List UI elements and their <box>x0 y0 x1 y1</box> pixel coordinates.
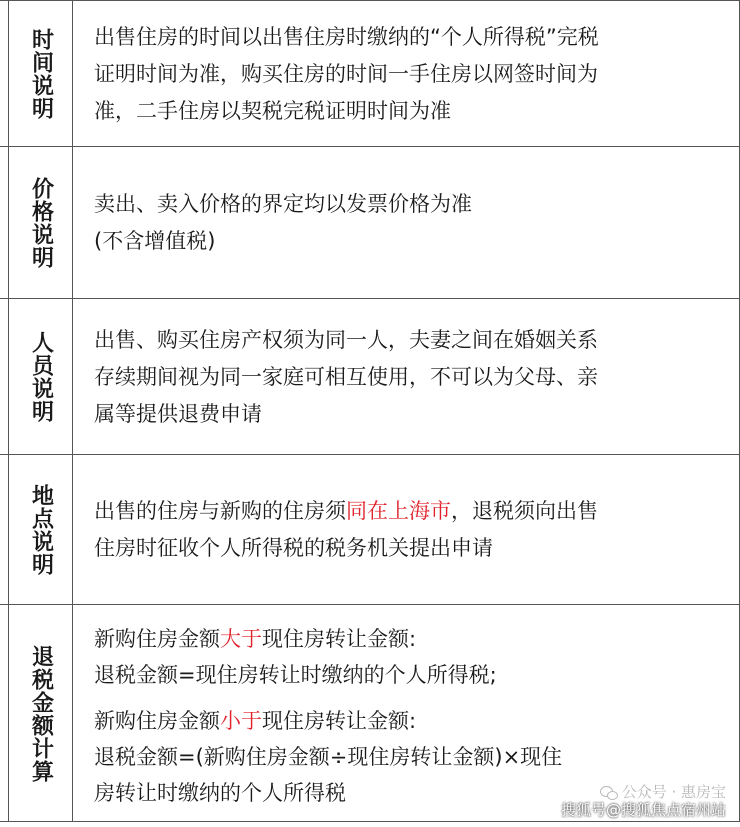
highlight-text: 小于 <box>220 709 262 733</box>
row-heading-cell <box>8 147 73 299</box>
row-price <box>0 146 740 299</box>
row-time <box>0 0 740 147</box>
row-heading-person: 人员说明 <box>28 331 54 423</box>
case-condition <box>94 703 721 739</box>
content-line: (不含增值税) <box>94 229 216 253</box>
row-heading-refund-calc: 退税金额计算 <box>28 644 54 783</box>
content-line: 出售住房的时间以出售住房时缴纳的“个人所得税”完税 <box>94 24 599 49</box>
row-heading-time: 时间说明 <box>28 28 54 120</box>
highlight-text: 同在上海市 <box>346 499 451 523</box>
row-heading-cell <box>8 1 73 147</box>
content-line <box>94 493 721 530</box>
content-line: 出售、购买住房产权须为同一人，夫妻之间在婚姻关系 <box>94 327 598 352</box>
content-line: 证明时间为准，购买住房的时间一手住房以网签时间为 <box>94 61 598 86</box>
row-person <box>0 298 740 455</box>
spacer <box>94 693 721 703</box>
case-formula: 退税金额=现住房转让时缴纳的个人所得税; <box>94 663 497 687</box>
watermark-account <box>561 783 726 801</box>
text-segment: 现住房转让金额: <box>262 709 417 733</box>
case-formula: 退税金额=(新购住房金额÷现住房转让金额)×现住 <box>94 745 563 769</box>
row-content-time <box>72 1 740 147</box>
row-heading-cell <box>8 299 73 455</box>
case-condition <box>94 621 721 657</box>
text-segment: 新购住房金额 <box>94 709 220 733</box>
row-location <box>0 454 740 605</box>
content-line: 住房时征收个人所得税的税务机关提出申请 <box>94 536 493 560</box>
watermark <box>561 783 726 819</box>
row-content-person <box>72 299 740 455</box>
row-content-price <box>72 147 740 299</box>
row-heading-location: 地点说明 <box>28 484 54 576</box>
case-formula: 房转让时缴纳的个人所得税 <box>94 781 346 805</box>
text-segment: 现住房转让金额: <box>262 627 417 651</box>
row-heading-cell <box>8 605 73 822</box>
text-segment: 出售的住房与新购的住房须 <box>94 499 346 523</box>
watermark-account-text: 公众号 · 惠房宝 <box>621 783 726 801</box>
content-line: 属等提供退费申请 <box>94 401 262 426</box>
content-line: 卖出、卖入价格的界定均以发票价格为准 <box>94 192 472 216</box>
content-line: 存续期间视为同一家庭可相互使用，不可以为父母、亲 <box>94 364 598 389</box>
row-heading-cell <box>8 455 73 605</box>
text-segment: ，退税须向出售 <box>451 499 598 523</box>
content-line: 准，二手住房以契税完税证明时间为准 <box>94 98 451 123</box>
table-bottom-border <box>0 821 740 822</box>
wechat-icon <box>600 786 618 800</box>
highlight-text: 大于 <box>220 627 262 651</box>
text-segment: 新购住房金额 <box>94 627 220 651</box>
row-content-location <box>72 455 740 605</box>
row-heading-price: 价格说明 <box>28 177 54 269</box>
watermark-source: 搜狐号@搜狐焦点宿州站 <box>560 801 726 819</box>
